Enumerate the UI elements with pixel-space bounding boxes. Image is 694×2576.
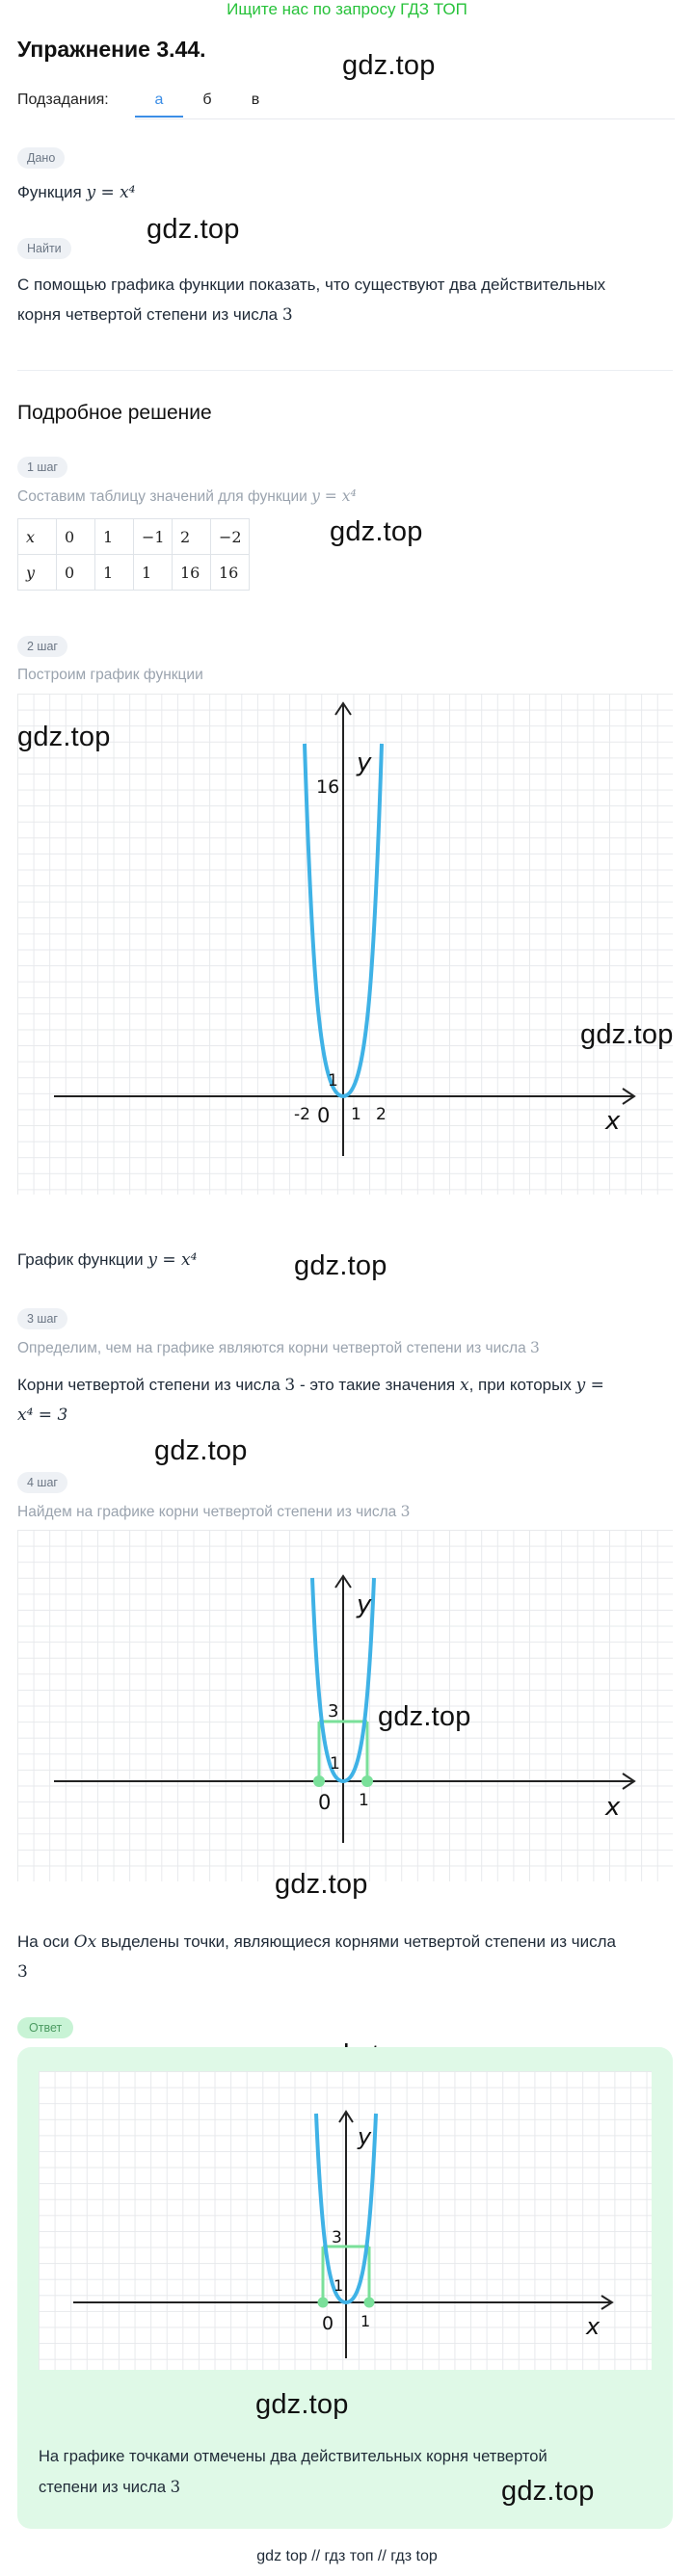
find-badge: Найти <box>17 238 71 259</box>
root-point-left <box>318 2298 329 2308</box>
step3-line-2: x⁴ = 3 <box>17 1406 68 1425</box>
step4-badge: 4 шаг <box>17 1472 67 1493</box>
table-cell: 0 <box>57 519 95 555</box>
tick-y3: 3 <box>328 1701 339 1722</box>
watermark: gdz.top <box>17 722 111 752</box>
values-table <box>17 518 250 591</box>
watermark: gdz.top <box>501 2476 595 2507</box>
watermark: gdz.top <box>378 1701 471 1732</box>
table-cell: 16 <box>211 555 250 591</box>
tick-y3: 3 <box>332 2228 342 2247</box>
watermark: gdz.top <box>342 50 436 81</box>
watermark: gdz.top <box>330 516 423 547</box>
graph1-caption: График функции y = x⁴ <box>17 1250 198 1270</box>
graph-2 <box>17 1530 673 1881</box>
tick-16: 16 <box>316 776 340 798</box>
watermark: gdz.top <box>275 1869 368 1900</box>
tick-y1: 1 <box>334 2276 344 2295</box>
step3-number: 3 <box>530 1339 540 1356</box>
tick-y1: 1 <box>330 1754 340 1774</box>
given-formula: y = x⁴ <box>86 183 136 202</box>
table-cell: 16 <box>173 555 211 591</box>
find-number: 3 <box>281 305 293 325</box>
table-row <box>18 555 250 591</box>
find-line-2: корня четвертой степени из числа 3 <box>17 305 293 325</box>
table-cell: 1 <box>134 555 173 591</box>
subtasks-label: Подзадания: <box>17 92 109 108</box>
answer-line-2: степени из числа 3 <box>39 2478 181 2496</box>
root-point-right <box>364 2298 375 2308</box>
tick-minus2: -2 <box>294 1105 310 1124</box>
divider <box>17 370 673 371</box>
solution-heading: Подробное решение <box>17 402 212 424</box>
note-line-1: На оси Ox выделены точки, являющиеся корнями четвертой степени из числа <box>17 1932 616 1952</box>
answer-number: 3 <box>170 2478 181 2496</box>
step2-badge: 2 шаг <box>17 636 67 657</box>
table-cell: −2 <box>211 519 250 555</box>
y-axis-label: y <box>358 2123 372 2150</box>
root-point-right <box>361 1775 373 1787</box>
graph-2-svg <box>17 1530 673 1881</box>
tick-y1: 1 <box>328 1071 338 1091</box>
step3-text: Определим, чем на графике являются корни четвертой степени из числа 3 <box>17 1339 540 1356</box>
watermark: gdz.top <box>580 1019 674 1050</box>
step2-text: Построим график функции <box>17 667 203 683</box>
watermark: gdz.top <box>154 1435 248 1466</box>
step1-badge: 1 шаг <box>17 457 67 478</box>
table-row <box>18 519 250 555</box>
step1-text: Составим таблицу значений для функции y = x⁴ <box>17 487 357 505</box>
tick-origin: 0 <box>318 1791 332 1814</box>
step4-text: Найдем на графике корни четвертой степени из числа 3 <box>17 1503 411 1520</box>
table-cell: 1 <box>95 519 134 555</box>
graph-answer <box>39 2071 652 2370</box>
tick-origin: 0 <box>322 2313 334 2334</box>
subtask-tabs <box>135 85 280 118</box>
table-cell: 2 <box>173 519 211 555</box>
table-cell: 0 <box>57 555 95 591</box>
find-line-1: С помощью графика функции показать, что существуют два действительных <box>17 276 606 294</box>
answer-badge: Ответ <box>17 2017 73 2038</box>
note-number: 3 <box>17 1962 28 1982</box>
tick-origin: 0 <box>317 1104 331 1127</box>
tick-x1: 1 <box>359 1791 369 1810</box>
find-text <box>17 270 682 330</box>
footer-links[interactable]: gdz top // гдз топ // гдз top <box>256 2548 438 2564</box>
graph-answer-svg <box>39 2071 652 2370</box>
table-cell: 1 <box>95 555 134 591</box>
y-axis-label: y <box>357 1590 372 1619</box>
given-label: Функция <box>17 183 82 201</box>
step1-formula: y = x⁴ <box>311 487 357 505</box>
tick-x1: 1 <box>351 1105 361 1124</box>
tab-v[interactable]: в <box>251 92 260 108</box>
tabs-divider <box>135 118 675 119</box>
x-axis-label: x <box>586 2313 601 2340</box>
step4-number: 3 <box>400 1503 411 1520</box>
watermark: gdz.top <box>147 214 240 245</box>
given-badge: Дано <box>17 147 65 169</box>
table-cell: y <box>18 555 57 591</box>
tick-x2: 2 <box>376 1105 387 1124</box>
answer-line-1: На графике точками отмечены два действительных корня четвертой <box>39 2448 547 2465</box>
graph-1 <box>17 694 673 1195</box>
watermark: gdz.top <box>294 1250 387 1281</box>
root-point-left <box>313 1775 325 1787</box>
table-cell: −1 <box>134 519 173 555</box>
tick-x1: 1 <box>360 2312 371 2330</box>
step3-body <box>17 1370 682 1431</box>
x-axis-label: x <box>605 1107 621 1136</box>
x-axis-label: x <box>605 1793 621 1822</box>
y-axis-label: y <box>357 749 372 777</box>
note-axis: Ox <box>73 1932 97 1952</box>
caption-formula: y = x⁴ <box>147 1250 198 1270</box>
tab-b[interactable]: б <box>202 92 212 108</box>
roots-note <box>17 1927 682 1987</box>
top-banner[interactable]: Ищите нас по запросу ГДЗ ТОП <box>227 0 467 18</box>
table-cell: x <box>18 519 57 555</box>
tab-a[interactable]: а <box>135 85 183 118</box>
watermark: gdz.top <box>255 2389 349 2420</box>
step3-badge: 3 шаг <box>17 1308 67 1329</box>
graph-1-svg <box>17 694 673 1195</box>
page-title: Упражнение 3.44. <box>17 37 206 62</box>
step3-line-1: Корни четвертой степени из числа 3 - это такие значения x, при которых y = <box>17 1376 604 1395</box>
given-text <box>17 177 136 208</box>
